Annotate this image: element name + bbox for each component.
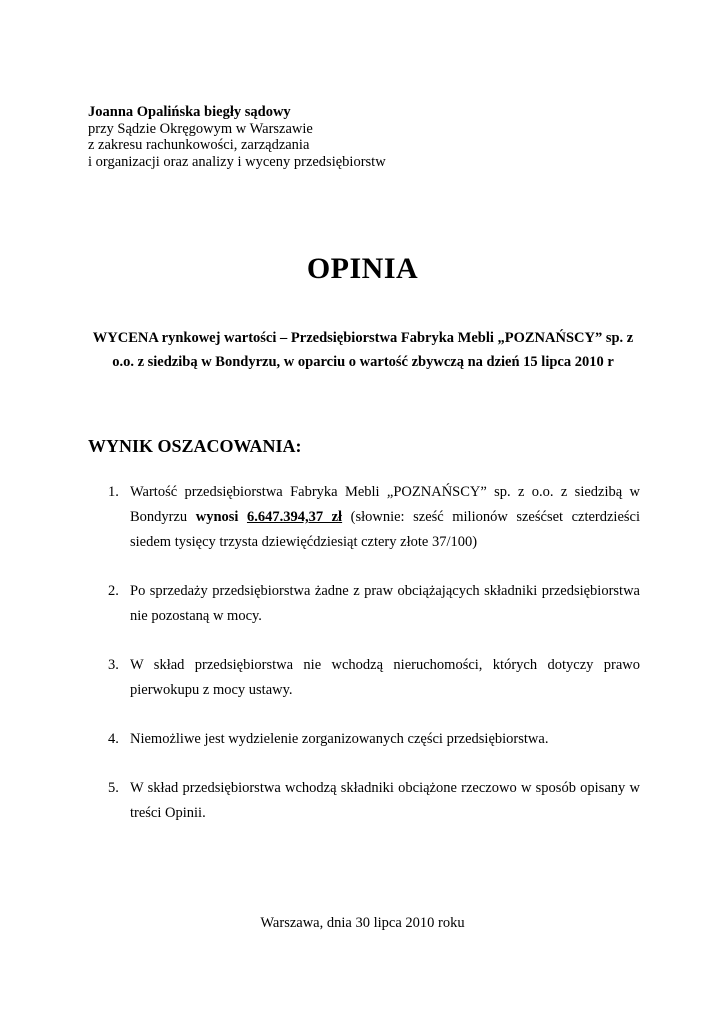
section-heading: WYNIK OSZACOWANIA: [88, 436, 302, 456]
author-scope-1: z zakresu rachunkowości, zarządzania [88, 137, 310, 153]
result-text-before: Wartość przedsiębiorstwa Fabryka Mebli „POZNAŃSCY” sp. z o.o. z siedzibą w Bondyrzu [130, 484, 640, 525]
result-text: Po sprzedaży przedsiębiorstwa żadne z praw obciążających składniki przedsiębiorstwa nie pozostaną w mocy. [130, 583, 640, 624]
author-name: Joanna Opalińska biegły sądowy [88, 104, 291, 120]
result-text: W skład przedsiębiorstwa wchodzą składniki obciążone rzeczowo w sposób opisany w treści Opinii. [130, 780, 640, 821]
result-number: 5. [108, 780, 119, 796]
result-number: 2. [108, 583, 119, 599]
result-item-5 [88, 776, 640, 826]
result-text: W skład przedsiębiorstwa nie wchodzą nieruchomości, których dotyczy prawo pierwokupu z mocy ustawy. [130, 657, 640, 698]
result-item-2 [88, 579, 640, 629]
author-court: przy Sądzie Okręgowym w Warszawie [88, 120, 313, 137]
place-date-line: Warszawa, dnia 30 lipca 2010 roku [260, 915, 465, 931]
document-subtitle: WYCENA rynkowej wartości – Przedsiębiorstwa Fabryka Mebli „POZNAŃSCY” sp. z o.o. z siedzibą w Bondyrzu, w oparciu o wartość zbywczą na dzień 15 lipca 2010 r [92, 330, 634, 370]
result-item-1 [88, 480, 640, 555]
result-item-3 [88, 653, 640, 703]
result-text-after: (słownie: sześć milionów sześćset czterdzieści siedem tysięcy trzysta dziewięćdziesiąt cztery złote 37/100) [130, 509, 641, 550]
result-text [130, 480, 640, 555]
valuation-amount: 6.647.394,37 zł [246, 509, 343, 525]
author-scope-2: i organizacji oraz analizy i wyceny przedsiębiorstw [88, 153, 386, 170]
author-block [88, 104, 386, 170]
result-item-4 [88, 727, 640, 752]
result-text: Niemożliwe jest wydzielenie zorganizowanych części przedsiębiorstwa. [130, 731, 549, 747]
result-number: 1. [108, 484, 119, 500]
document-title: OPINIA [306, 252, 419, 285]
result-number: 4. [108, 731, 119, 747]
result-text-bold: wynosi [195, 509, 239, 525]
results-list [88, 480, 640, 850]
result-number: 3. [108, 657, 119, 673]
